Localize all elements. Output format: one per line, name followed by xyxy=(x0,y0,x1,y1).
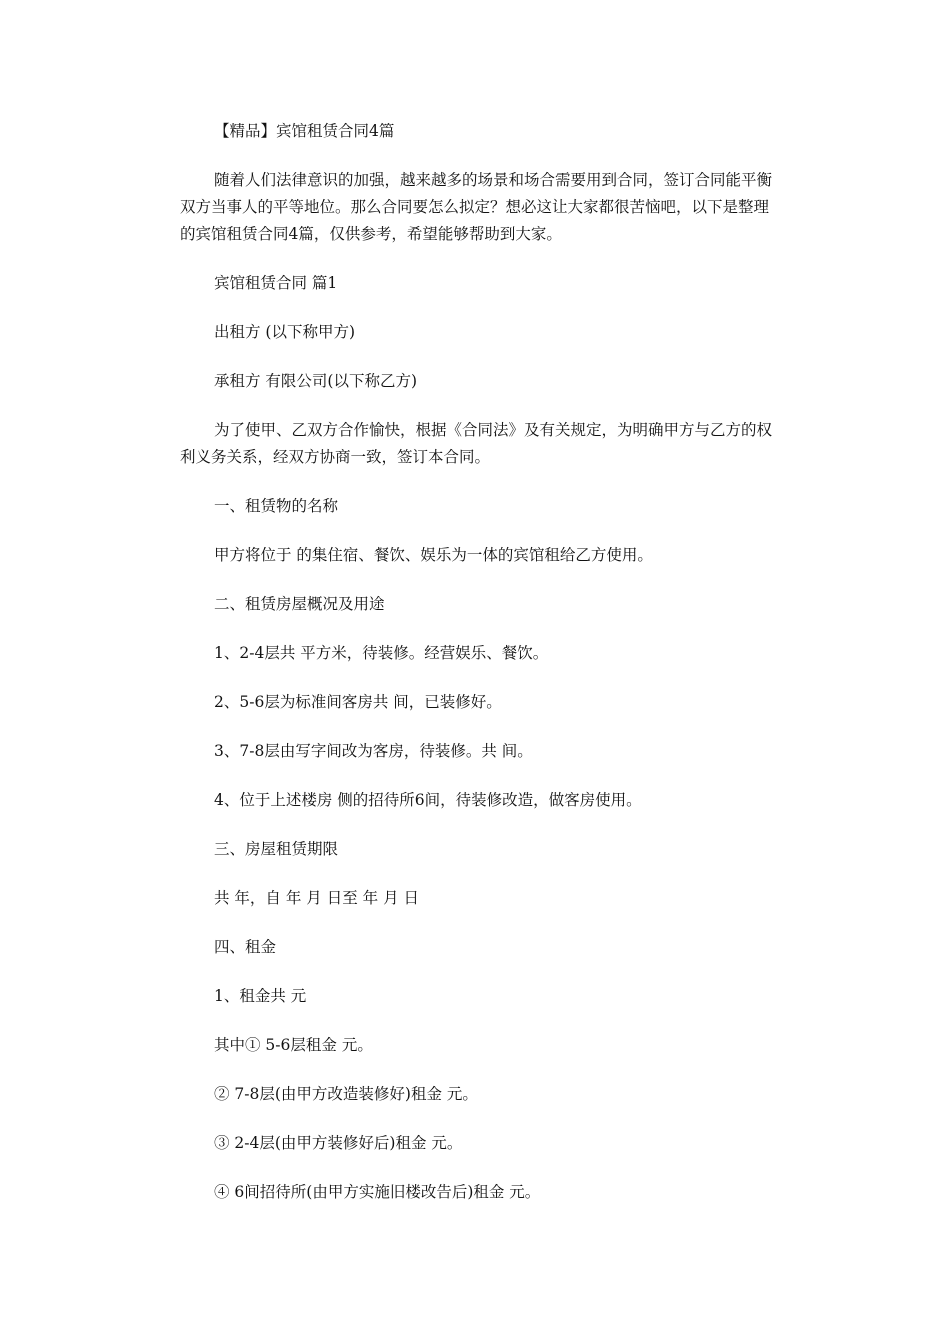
rent-item-3: ③ 2-4层(由甲方装修好后)租金 元。 xyxy=(214,1134,463,1152)
section-heading-contract-1: 宾馆租赁合同 篇1 xyxy=(214,274,338,292)
clause-item-2-4: 4、位于上述楼房 侧的招待所6间，待装修改造，做客房使用。 xyxy=(214,791,642,809)
clause-item-4-1: 1、租金共 元 xyxy=(214,987,307,1005)
document-body xyxy=(180,118,780,1228)
clause-heading-3: 三、房屋租赁期限 xyxy=(214,840,339,858)
document-title: 【精品】宾馆租赁合同4篇 xyxy=(214,122,395,140)
rent-item-4: ④ 6间招待所(由甲方实施旧楼改告后)租金 元。 xyxy=(214,1183,541,1201)
clause-item-2-3: 3、7-8层由写字间改为客房，待装修。共 间。 xyxy=(214,742,533,760)
clause-item-2-2: 2、5-6层为标准间客房共 间，已装修好。 xyxy=(214,693,502,711)
rent-item-1: 其中① 5-6层租金 元。 xyxy=(214,1036,373,1054)
clause-text-1: 甲方将位于 的集住宿、餐饮、娱乐为一体的宾馆租给乙方使用。 xyxy=(214,546,653,564)
clause-text-3: 共 年，自 年 月 日至 年 月 日 xyxy=(214,889,419,907)
party-lessor: 出租方 (以下称甲方) xyxy=(214,323,356,341)
clause-heading-4: 四、租金 xyxy=(214,938,277,956)
paragraph-purpose: 为了使甲、乙双方合作愉快，根据《合同法》及有关规定，为明确甲方与乙方的权利义务关系，经双方协商一致，签订本合同。 xyxy=(180,421,773,466)
clause-item-2-1: 1、2-4层共 平方米，待装修。经营娱乐、餐饮。 xyxy=(214,644,549,662)
clause-heading-1: 一、租赁物的名称 xyxy=(214,497,339,515)
rent-item-2: ② 7-8层(由甲方改造装修好)租金 元。 xyxy=(214,1085,478,1103)
clause-heading-2: 二、租赁房屋概况及用途 xyxy=(214,595,385,613)
party-lessee: 承租方 有限公司(以下称乙方) xyxy=(214,372,418,390)
paragraph-intro: 随着人们法律意识的加强，越来越多的场景和场合需要用到合同，签订合同能平衡双方当事人的平等地位。那么合同要怎么拟定？想必这让大家都很苦恼吧，以下是整理的宾馆租赁合同4篇，仅供参考，希望能够帮助到大家。 xyxy=(180,171,773,243)
